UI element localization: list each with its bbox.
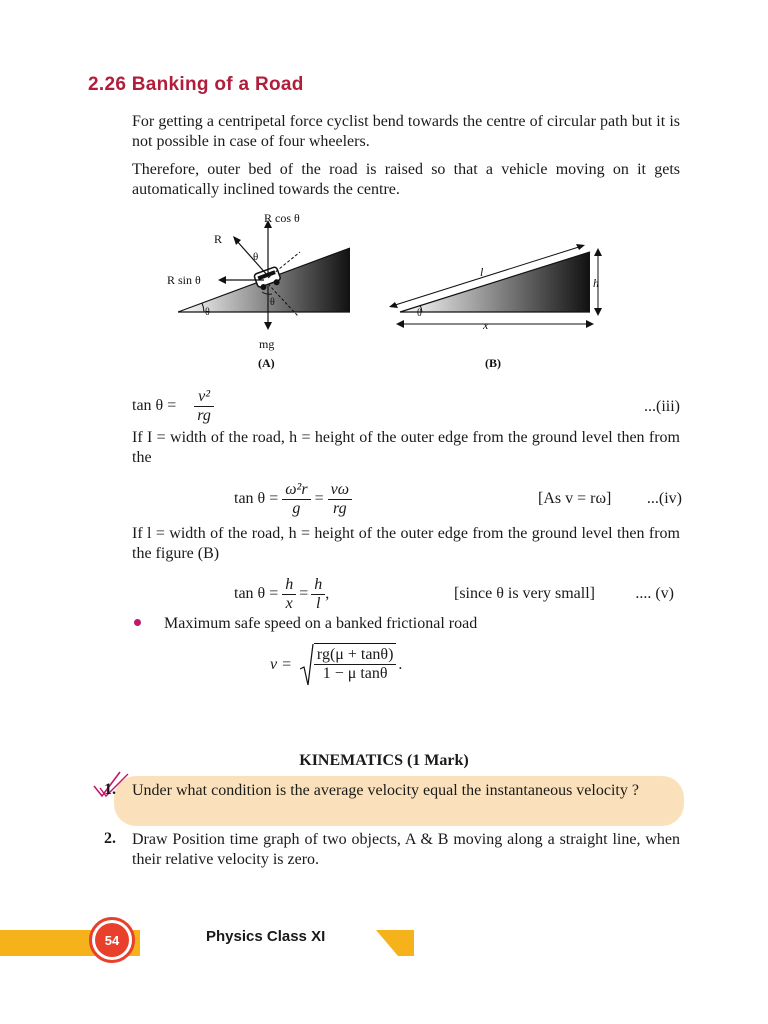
eq2-den1: g: [292, 499, 301, 517]
footer-arrow-icon: [376, 930, 416, 956]
page-number: 54: [95, 923, 129, 957]
figure-a: [167, 211, 350, 370]
equation-max-speed: [270, 642, 402, 688]
equation-v: [234, 574, 329, 614]
eq3-fraction-1: [282, 576, 296, 613]
paragraph-2: Therefore, outer bed of the road is raised so that a vehicle moving on it gets automatically inclined towards the centre.: [132, 161, 680, 198]
eq2-fraction-1: [282, 481, 310, 518]
bullet-text: Maximum safe speed on a banked frictional road: [164, 615, 478, 632]
eq3-tag: .... (v): [635, 585, 674, 602]
eq2-den2: rg: [332, 499, 347, 517]
eq3-num2: h: [311, 576, 325, 595]
eq4-fraction: [314, 646, 397, 683]
eq2-equals: =: [314, 490, 324, 507]
label-rcos: R cos θ: [264, 211, 300, 225]
eq3-num1: h: [282, 576, 296, 595]
text-width-height-2: If l = width of the road, h = height of the outer edge from the ground level then from the figure (B): [132, 525, 680, 562]
banking-diagram: [160, 208, 620, 373]
eq3-equals: =: [299, 585, 309, 602]
eq4-sqrt: [300, 643, 397, 687]
eq4-dot: .: [398, 656, 403, 673]
eq3-den1: x: [285, 594, 293, 612]
eq1-lhs: tan θ =: [132, 397, 177, 414]
paragraph-1: For getting a centripetal force cyclist bend towards the centre of circular path but it is not possible in case of four wheelers.: [132, 113, 680, 150]
eq1-tag: ...(iii): [644, 398, 680, 415]
eq2-lhs: tan θ =: [234, 490, 279, 507]
eq4-lhs: v =: [270, 656, 292, 673]
label-x: x: [483, 318, 489, 332]
eq3-fraction-2: [311, 576, 325, 613]
question-2-text: Draw Position time graph of two objects, A & B moving along a straight line, when their relative velocity is zero.: [132, 831, 680, 868]
eq3-comma: ,: [325, 585, 330, 602]
caption-b: (B): [485, 356, 501, 370]
eq4-num: rg(μ + tanθ): [314, 646, 397, 665]
text-width-height-1: If I = width of the road, h = height of the outer edge from the ground level then from the: [132, 429, 680, 466]
question-2-number: 2.: [104, 830, 116, 847]
label-r: R: [214, 232, 223, 246]
footer-title: Physics Class XI: [206, 928, 326, 945]
label-theta-mid: θ: [270, 297, 275, 308]
label-mg: mg: [259, 337, 275, 351]
figure-b: [389, 244, 602, 370]
equation-iii: [132, 386, 214, 426]
eq4-den: 1 − μ tanθ: [322, 665, 388, 682]
eq1-fraction: [194, 388, 214, 425]
eq3-lhs: tan θ =: [234, 585, 279, 602]
label-theta-base: θ: [205, 307, 210, 318]
sqrt-sign-icon: [300, 643, 314, 687]
label-rsin: R sin θ: [167, 273, 201, 287]
eq2-tag: ...(iv): [646, 490, 682, 507]
question-1-text: Under what condition is the average velocity equal the instantaneous velocity ?: [132, 782, 639, 799]
eq2-fraction-2: [328, 481, 352, 518]
eq3-note: [since θ is very small]: [454, 585, 595, 602]
section-heading: 2.26 Banking of a Road: [88, 74, 304, 95]
label-theta-b: θ: [417, 308, 422, 319]
eq1-den: rg: [197, 406, 211, 424]
label-theta-top: θ: [253, 251, 259, 263]
question-1-number: 1.: [104, 781, 116, 798]
eq2-num1: ω²r: [282, 481, 310, 500]
eq2-num2: vω: [328, 481, 352, 500]
label-h: h: [593, 276, 599, 290]
kinematics-title: KINEMATICS (1 Mark): [299, 752, 469, 769]
equation-iv: [234, 478, 352, 520]
page-number-badge: [89, 917, 135, 963]
bullet-icon: [134, 619, 141, 626]
eq2-note: [As v = rω]: [538, 490, 612, 507]
eq3-den2: l: [316, 594, 321, 612]
label-l: l: [480, 265, 484, 279]
eq1-num: v²: [194, 388, 214, 407]
caption-a: (A): [258, 356, 275, 370]
